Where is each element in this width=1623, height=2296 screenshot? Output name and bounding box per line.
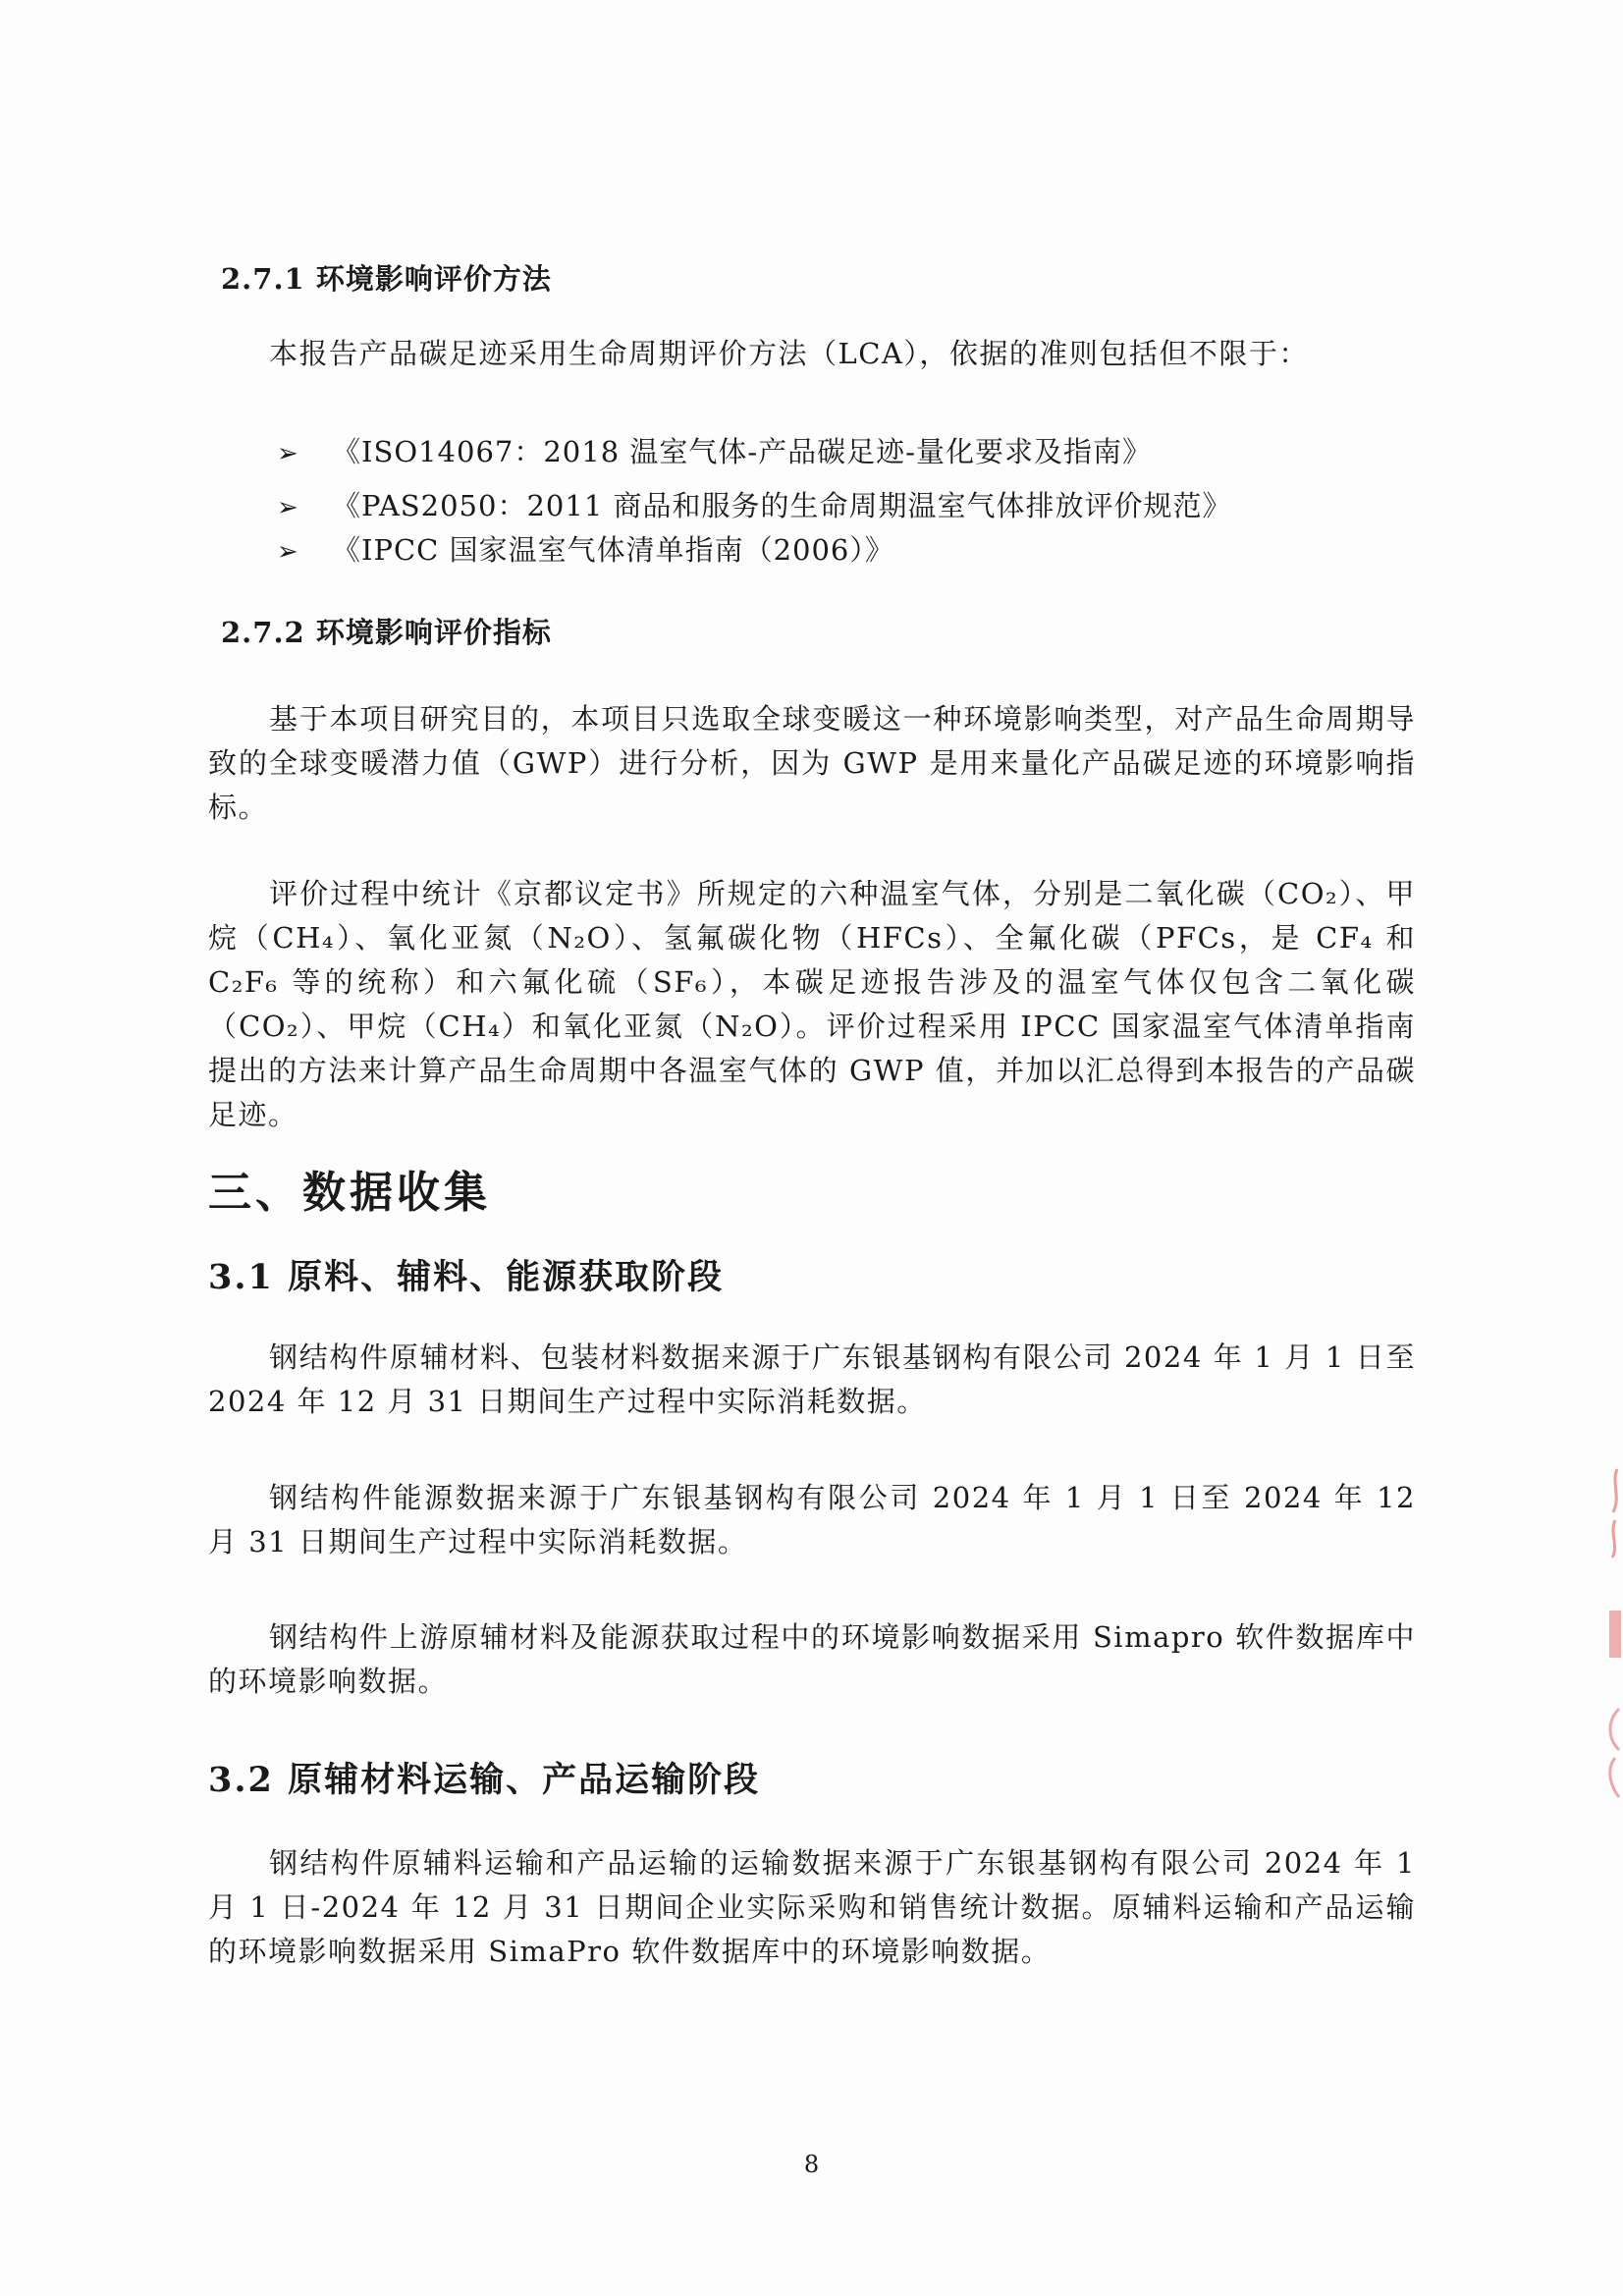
bullet-item-ipcc xyxy=(277,528,894,569)
paragraph-material-data: 钢结构件原辅材料、包装材料数据来源于广东银基钢构有限公司 2024 年 1 月 1 日至 2024 年 12 月 31 日期间生产过程中实际消耗数据。 xyxy=(208,1340,1416,1418)
paragraph-greenhouse-gases: 评价过程中统计《京都议定书》所规定的六种温室气体，分别是二氧化碳（CO₂）、甲烷（CH₄）、氧化亚氮（N₂O）、氢氟碳化物（HFCs）、全氟化碳（PFCs，是 CF₄ 和 C₂F₆ 等的统称）和六氟化硫（SF₆），本碳足迹报告涉及的温室气体仅包含二氧化碳（CO₂）、甲烷（CH₄）和氧化亚氮（N₂O）。评价过程采用 IPCC 国家温室气体清单指南提出的方法来计算产品生命周期中各温室气体的 GWP 值，并加以汇总得到本报告的产品碳足迹。 xyxy=(208,877,1416,1131)
bullet-text: 《ISO14067：2018 温室气体-产品碳足迹-量化要求及指南》 xyxy=(332,435,1152,468)
arrow-bullet-icon: ➢ xyxy=(277,439,299,468)
paragraph-gwp-indicator: 基于本项目研究目的，本项目只选取全球变暖这一种环境影响类型，对产品生命周期导致的全球变暖潜力值（GWP）进行分析，因为 GWP 是用来量化产品碳足迹的环境影响指标。 xyxy=(208,702,1416,824)
paragraph-lca-intro: 本报告产品碳足迹采用生命周期评价方法（LCA），依据的准则包括但不限于： xyxy=(269,337,1309,370)
bullet-text: 《IPCC 国家温室气体清单指南（2006）》 xyxy=(332,533,894,567)
page-number: 8 xyxy=(803,2151,820,2178)
bullet-item-iso14067 xyxy=(277,430,1152,470)
arrow-bullet-icon: ➢ xyxy=(277,493,299,522)
heading-2-7-2: 2.7.2 环境影响评价指标 xyxy=(221,616,552,649)
paragraph-energy-data: 钢结构件能源数据来源于广东银基钢构有限公司 2024 年 1 月 1 日至 2024 年 12 月 31 日期间生产过程中实际消耗数据。 xyxy=(208,1481,1416,1558)
heading-3-2: 3.2 原辅材料运输、产品运输阶段 xyxy=(208,1760,761,1800)
heading-data-collection: 三、数据收集 xyxy=(208,1168,491,1218)
heading-2-7-1: 2.7.1 环境影响评价方法 xyxy=(221,262,552,296)
paragraph-upstream-data: 钢结构件上游原辅材料及能源获取过程中的环境影响数据采用 Simapro 软件数据库中的环境影响数据。 xyxy=(208,1620,1416,1698)
paragraph-transport-data: 钢结构件原辅料运输和产品运输的运输数据来源于广东银基钢构有限公司 2024 年 1 月 1 日-2024 年 12 月 31 日期间企业实际采购和销售统计数据。原辅料运输和产品运输的环境影响数据采用 SimaPro 软件数据库中的环境影响数据。 xyxy=(208,1846,1416,1968)
bullet-text: 《PAS2050：2011 商品和服务的生命周期温室气体排放评价规范》 xyxy=(332,489,1232,522)
seal-stamp-edge-icon xyxy=(1597,1463,1623,1817)
heading-3-1: 3.1 原料、辅料、能源获取阶段 xyxy=(208,1257,725,1297)
arrow-bullet-icon: ➢ xyxy=(277,537,299,567)
bullet-item-pas2050 xyxy=(277,484,1232,524)
